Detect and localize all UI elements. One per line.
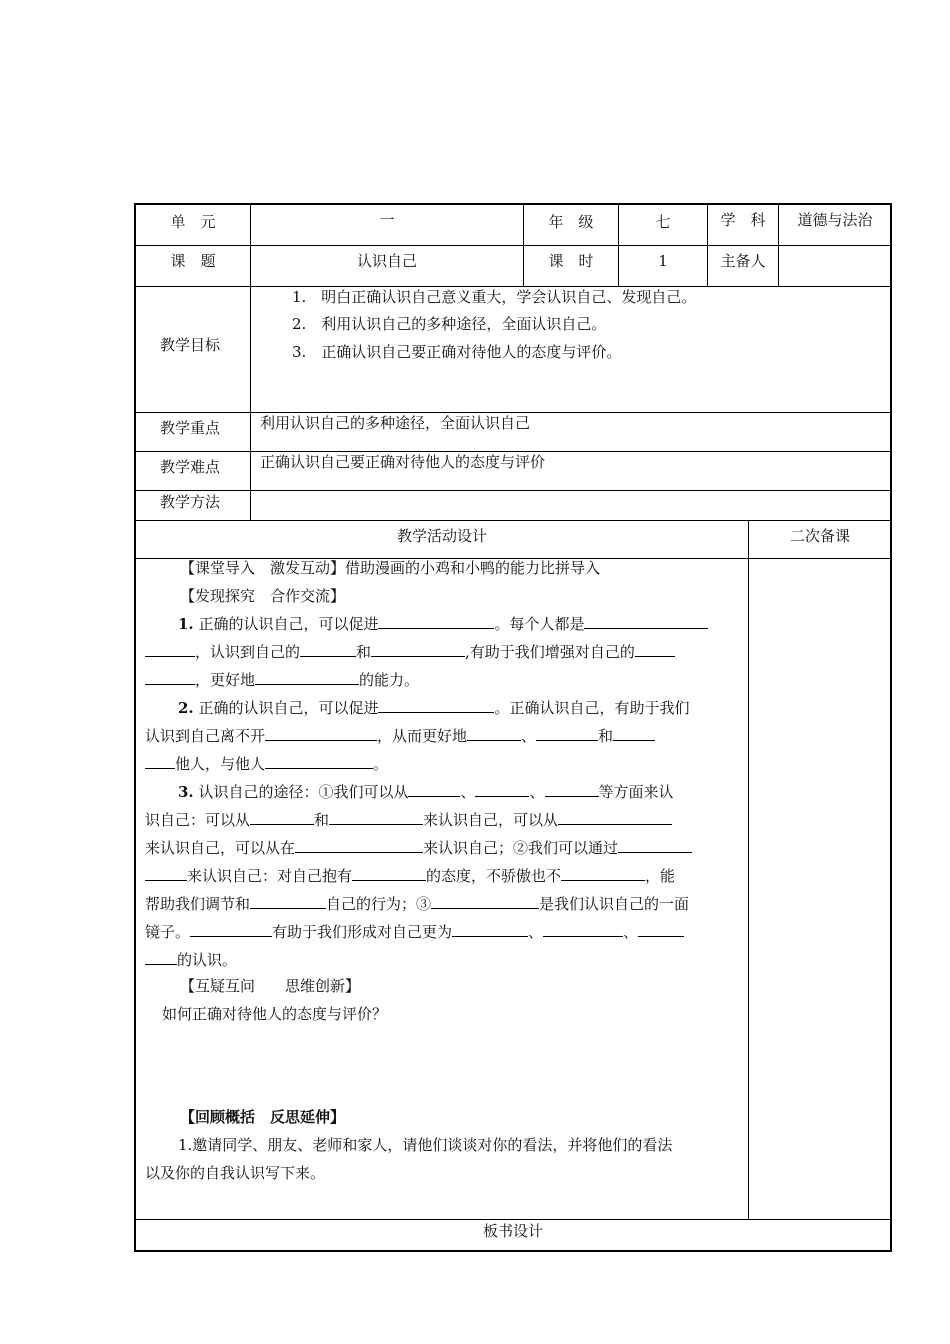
q3-text: 、 — [529, 783, 545, 801]
q2-text: 认识到自己离不开 — [145, 727, 266, 745]
q3-line3 — [145, 837, 692, 859]
blank[interactable] — [467, 725, 521, 741]
blank[interactable] — [378, 613, 494, 629]
blank[interactable] — [618, 837, 692, 853]
q2-line1 — [178, 697, 689, 719]
blank[interactable] — [145, 641, 195, 657]
q2-line3 — [145, 753, 388, 775]
q1-text: 正确的认识自己，可以促进 — [198, 615, 379, 633]
q3-text: 和 — [314, 811, 330, 829]
blank[interactable] — [613, 725, 655, 741]
q3-text: 来认识自己：对自己抱有 — [187, 867, 353, 885]
goals-label: 教学目标 — [160, 336, 221, 354]
q3-line4 — [145, 865, 675, 887]
blank[interactable] — [190, 921, 272, 937]
q1-text: ,有助于我们 — [465, 643, 545, 661]
second-prep-header: 二次备课 — [789, 527, 850, 545]
intro-text: 借助漫画的小鸡和小鸭的能力比拼导入 — [345, 559, 601, 577]
blank[interactable] — [145, 753, 175, 769]
subject-label: 学 科 — [720, 211, 766, 229]
row-divider — [135, 520, 891, 521]
topic-label: 课 题 — [170, 252, 216, 270]
blank[interactable] — [558, 809, 672, 825]
blank[interactable] — [300, 641, 356, 657]
blank[interactable] — [295, 837, 423, 853]
q3-text: 、 — [528, 923, 544, 941]
methods-label: 教学方法 — [160, 493, 221, 511]
blank[interactable] — [536, 725, 598, 741]
q3-text: 来认识自己，可以从 — [423, 811, 559, 829]
preparer-label: 主备人 — [720, 252, 766, 270]
q3-text: 有助于我们形成对自己更为 — [272, 923, 453, 941]
blank[interactable] — [378, 697, 494, 713]
review-line1 — [178, 1134, 672, 1156]
q3-line2 — [145, 809, 672, 831]
q3-text: 的认识。 — [177, 951, 238, 969]
board-design-label: 板书设计 — [482, 1222, 543, 1240]
q3-text: 识自己：可以从 — [145, 811, 251, 829]
doubt-tag: 【互疑互问 思维创新】 — [180, 977, 361, 995]
goal-item: 1. 明白正确认识自己意义重大，学会认识自己、发现自己。 — [292, 288, 697, 306]
goal-item: 2. 利用认识自己的多种途径，全面认识自己。 — [292, 315, 607, 333]
blank[interactable] — [352, 865, 426, 881]
difficulties-label: 教学难点 — [160, 458, 221, 476]
q3-text: 镜子。 — [145, 923, 191, 941]
blank[interactable] — [145, 949, 177, 965]
q1-line2 — [145, 641, 675, 663]
q1-number: 1. — [178, 615, 194, 633]
q1-text: 增强对自己的 — [544, 643, 635, 661]
blank[interactable] — [329, 809, 423, 825]
blank[interactable] — [545, 781, 599, 797]
blank[interactable] — [145, 865, 187, 881]
intro-line — [180, 557, 600, 579]
q3-text: 自己的行为；③ — [326, 895, 432, 913]
grade-label: 年 级 — [548, 213, 594, 231]
row-divider — [135, 490, 891, 491]
q1-text: 。每个人都是 — [494, 615, 585, 633]
q2-text: 和 — [598, 727, 614, 745]
q3-number: 3. — [178, 783, 194, 801]
q2-text: 。 — [373, 755, 389, 773]
q3-text: 来认识自己；②我们可以通过 — [423, 839, 619, 857]
q2-text: 、 — [521, 727, 537, 745]
q3-text: 认识自己的途径：①我们可以从 — [198, 783, 409, 801]
blank[interactable] — [265, 753, 373, 769]
q1-line1 — [178, 613, 708, 635]
q3-text: 、 — [623, 923, 639, 941]
q1-line3 — [145, 669, 419, 691]
subject-value: 道德与法治 — [797, 211, 873, 229]
q2-line2 — [145, 725, 655, 747]
q3-text: 、 — [460, 783, 476, 801]
row-divider — [135, 1219, 891, 1220]
blank[interactable] — [371, 641, 465, 657]
blank[interactable] — [265, 725, 377, 741]
blank[interactable] — [452, 921, 528, 937]
q3-text: 帮助我们调节和 — [145, 895, 251, 913]
grade-value: 七 — [655, 213, 671, 231]
blank[interactable] — [584, 613, 708, 629]
blank[interactable] — [543, 921, 623, 937]
period-value: 1 — [658, 252, 668, 270]
unit-label: 单 元 — [170, 213, 216, 231]
blank[interactable] — [635, 641, 675, 657]
blank[interactable] — [475, 781, 529, 797]
blank[interactable] — [255, 669, 359, 685]
q1-text: ，认识到自己的 — [195, 643, 301, 661]
doubt-question: 如何正确对待他人的态度与评价？ — [162, 1005, 388, 1023]
review-text: ，并将他们的看法 — [552, 1136, 673, 1154]
review-text: 1.邀请同学、朋友、老师和家人，请他们谈谈对你的看法 — [178, 1136, 553, 1154]
topic-value: 认识自己 — [356, 252, 417, 270]
blank[interactable] — [408, 781, 460, 797]
explore-tag: 【发现探究 合作交流】 — [180, 587, 346, 605]
blank[interactable] — [250, 809, 314, 825]
column-divider — [748, 520, 749, 1219]
key-points-label: 教学重点 — [160, 419, 221, 437]
goal-item: 3. 正确认识自己要正确对待他人的态度与评价。 — [292, 343, 622, 361]
q3-line1 — [178, 781, 674, 803]
q3-text: 来认识自己，可以从在 — [145, 839, 296, 857]
q2-text: 正确的认识自己，可以促进 — [198, 699, 379, 717]
q3-line5 — [145, 893, 689, 915]
review-tag: 【回顾概括 反思延伸】 — [180, 1108, 346, 1126]
difficulties-value: 正确认识自己要正确对待他人的态度与评价 — [260, 453, 546, 471]
key-points-value: 利用认识自己的多种途径，全面认识自己 — [260, 414, 531, 432]
blank[interactable] — [145, 669, 195, 685]
activity-header: 教学活动设计 — [396, 527, 487, 545]
q3-text: ，能 — [645, 867, 676, 885]
q3-line7 — [145, 949, 237, 971]
blank[interactable] — [638, 921, 684, 937]
q3-text: 等方面来认 — [598, 783, 674, 801]
q3-text: 的态度，不骄傲也不 — [426, 867, 562, 885]
q1-text: 和 — [356, 643, 372, 661]
q3-line6 — [145, 921, 684, 943]
review-line2: 以及你的自我认识写下来。 — [145, 1164, 326, 1182]
q1-text: ，更好地 — [195, 671, 256, 689]
q1-text: 的能力。 — [359, 671, 420, 689]
q2-text: 他人，与他人 — [175, 755, 266, 773]
q2-text: ，从而更好地 — [377, 727, 468, 745]
unit-value: 一 — [379, 211, 395, 229]
q2-number: 2. — [178, 699, 194, 717]
blank[interactable] — [250, 893, 326, 909]
period-label: 课 时 — [548, 252, 594, 270]
q2-text: 。正确认识自己，有助于我们 — [494, 699, 690, 717]
q3-text: 是我们认识自己的一面 — [539, 895, 690, 913]
blank[interactable] — [561, 865, 645, 881]
intro-tag: 【课堂导入 激发互动】 — [180, 559, 346, 577]
blank[interactable] — [431, 893, 539, 909]
